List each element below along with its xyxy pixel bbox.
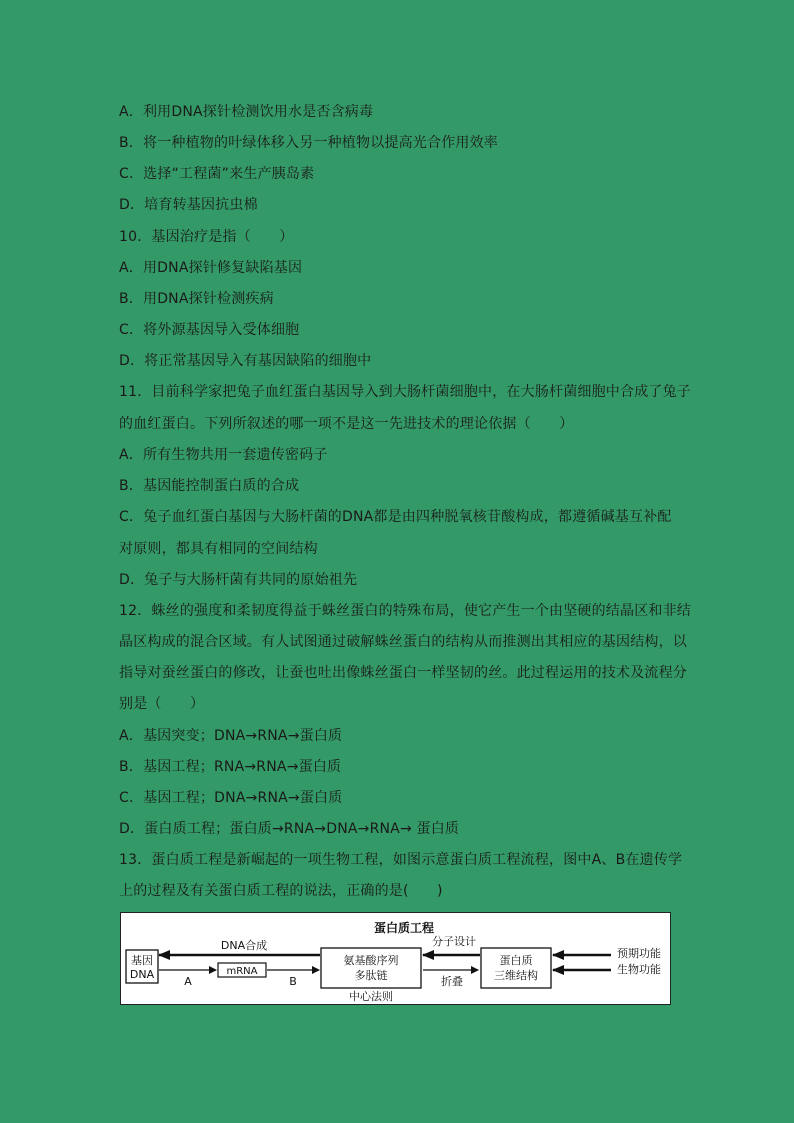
dna-label: DNA bbox=[129, 968, 155, 981]
question-13-line1: 13．蛋白质工程是新崛起的一项生物工程，如图示意蛋白质工程流程，图中A、B在遗传学 bbox=[119, 852, 683, 868]
option-9a: A．利用DNA探针检测饮用水是否含病毒 bbox=[119, 104, 374, 120]
expected-function-label: 预期功能 bbox=[617, 947, 661, 960]
option-10b: B．用DNA探针检测疾病 bbox=[119, 291, 274, 307]
question-12-line2: 晶区构成的混合区域。有人试图通过破解蛛丝蛋白的结构从而推测出其相应的基因结构，以 bbox=[119, 634, 687, 650]
option-10c: C．将外源基因导入受体细胞 bbox=[119, 322, 300, 338]
label-b: B bbox=[289, 975, 297, 988]
protein-engineering-flowchart bbox=[121, 913, 672, 1006]
option-9d: D．培育转基因抗虫棉 bbox=[119, 197, 258, 213]
question-11-line1: 11．目前科学家把兔子血红蛋白基因导入到大肠杆菌细胞中，在大肠杆菌细胞中合成了兔子 bbox=[119, 384, 692, 400]
folding-label: 折叠 bbox=[441, 975, 463, 988]
option-11a: A．所有生物共用一套遗传密码子 bbox=[119, 447, 328, 463]
label-a: A bbox=[184, 975, 192, 988]
question-13-line2: 上的过程及有关蛋白质工程的说法，正确的是( ) bbox=[119, 883, 443, 899]
question-12-line1: 12．蛛丝的强度和柔韧度得益于蛛丝蛋白的特殊布局，使它产生一个由坚硬的结晶区和非结 bbox=[119, 603, 692, 619]
amino-acid-label: 氨基酸序列 bbox=[343, 954, 399, 967]
option-12d: D．蛋白质工程；蛋白质→RNA→DNA→RNA→ 蛋白质 bbox=[119, 821, 460, 837]
option-12b: B．基因工程；RNA→RNA→蛋白质 bbox=[119, 759, 342, 775]
option-11d: D．兔子与大肠杆菌有共同的原始祖先 bbox=[119, 572, 358, 588]
option-11c-line2: 对原则，都具有相同的空间结构 bbox=[119, 541, 318, 557]
protein-engineering-diagram bbox=[120, 912, 671, 1005]
biological-function-label: 生物功能 bbox=[617, 963, 661, 976]
option-9c: C．选择“工程菌”来生产胰岛素 bbox=[119, 166, 315, 182]
option-11b: B．基因能控制蛋白质的合成 bbox=[119, 478, 300, 494]
question-12-line4: 别是（ ） bbox=[119, 696, 205, 712]
option-9b: B．将一种植物的叶绿体移入另一种植物以提高光合作用效率 bbox=[119, 135, 499, 151]
molecular-design-label: 分子设计 bbox=[432, 935, 476, 948]
question-12-line3: 指导对蚕丝蛋白的修改，让蚕也吐出像蛛丝蛋白一样坚韧的丝。此过程运用的技术及流程分 bbox=[119, 665, 687, 681]
question-11-line2: 的血红蛋白。下列所叙述的哪一项不是这一先进技术的理论依据（ ） bbox=[119, 416, 574, 432]
protein-label: 蛋白质 bbox=[499, 954, 533, 967]
option-10a: A．用DNA探针修复缺陷基因 bbox=[119, 260, 303, 276]
central-dogma-label: 中心法则 bbox=[349, 990, 393, 1003]
gene-label: 基因 bbox=[131, 954, 153, 967]
option-11c-line1: C．兔子血红蛋白基因与大肠杆菌的DNA都是由四种脱氧核苷酸构成，都遵循碱基互补配 bbox=[119, 509, 672, 525]
option-12c: C．基因工程；DNA→RNA→蛋白质 bbox=[119, 790, 343, 806]
question-10: 10．基因治疗是指（ ） bbox=[119, 229, 294, 245]
diagram-title: 蛋白质工程 bbox=[373, 921, 435, 935]
mrna-label: mRNA bbox=[226, 966, 258, 977]
structure-label: 三维结构 bbox=[494, 969, 538, 982]
option-10d: D．将正常基因导入有基因缺陷的细胞中 bbox=[119, 353, 372, 369]
polypeptide-label: 多肽链 bbox=[354, 969, 388, 982]
option-12a: A．基因突变；DNA→RNA→蛋白质 bbox=[119, 728, 343, 744]
dna-synthesis-label: DNA合成 bbox=[220, 939, 268, 952]
